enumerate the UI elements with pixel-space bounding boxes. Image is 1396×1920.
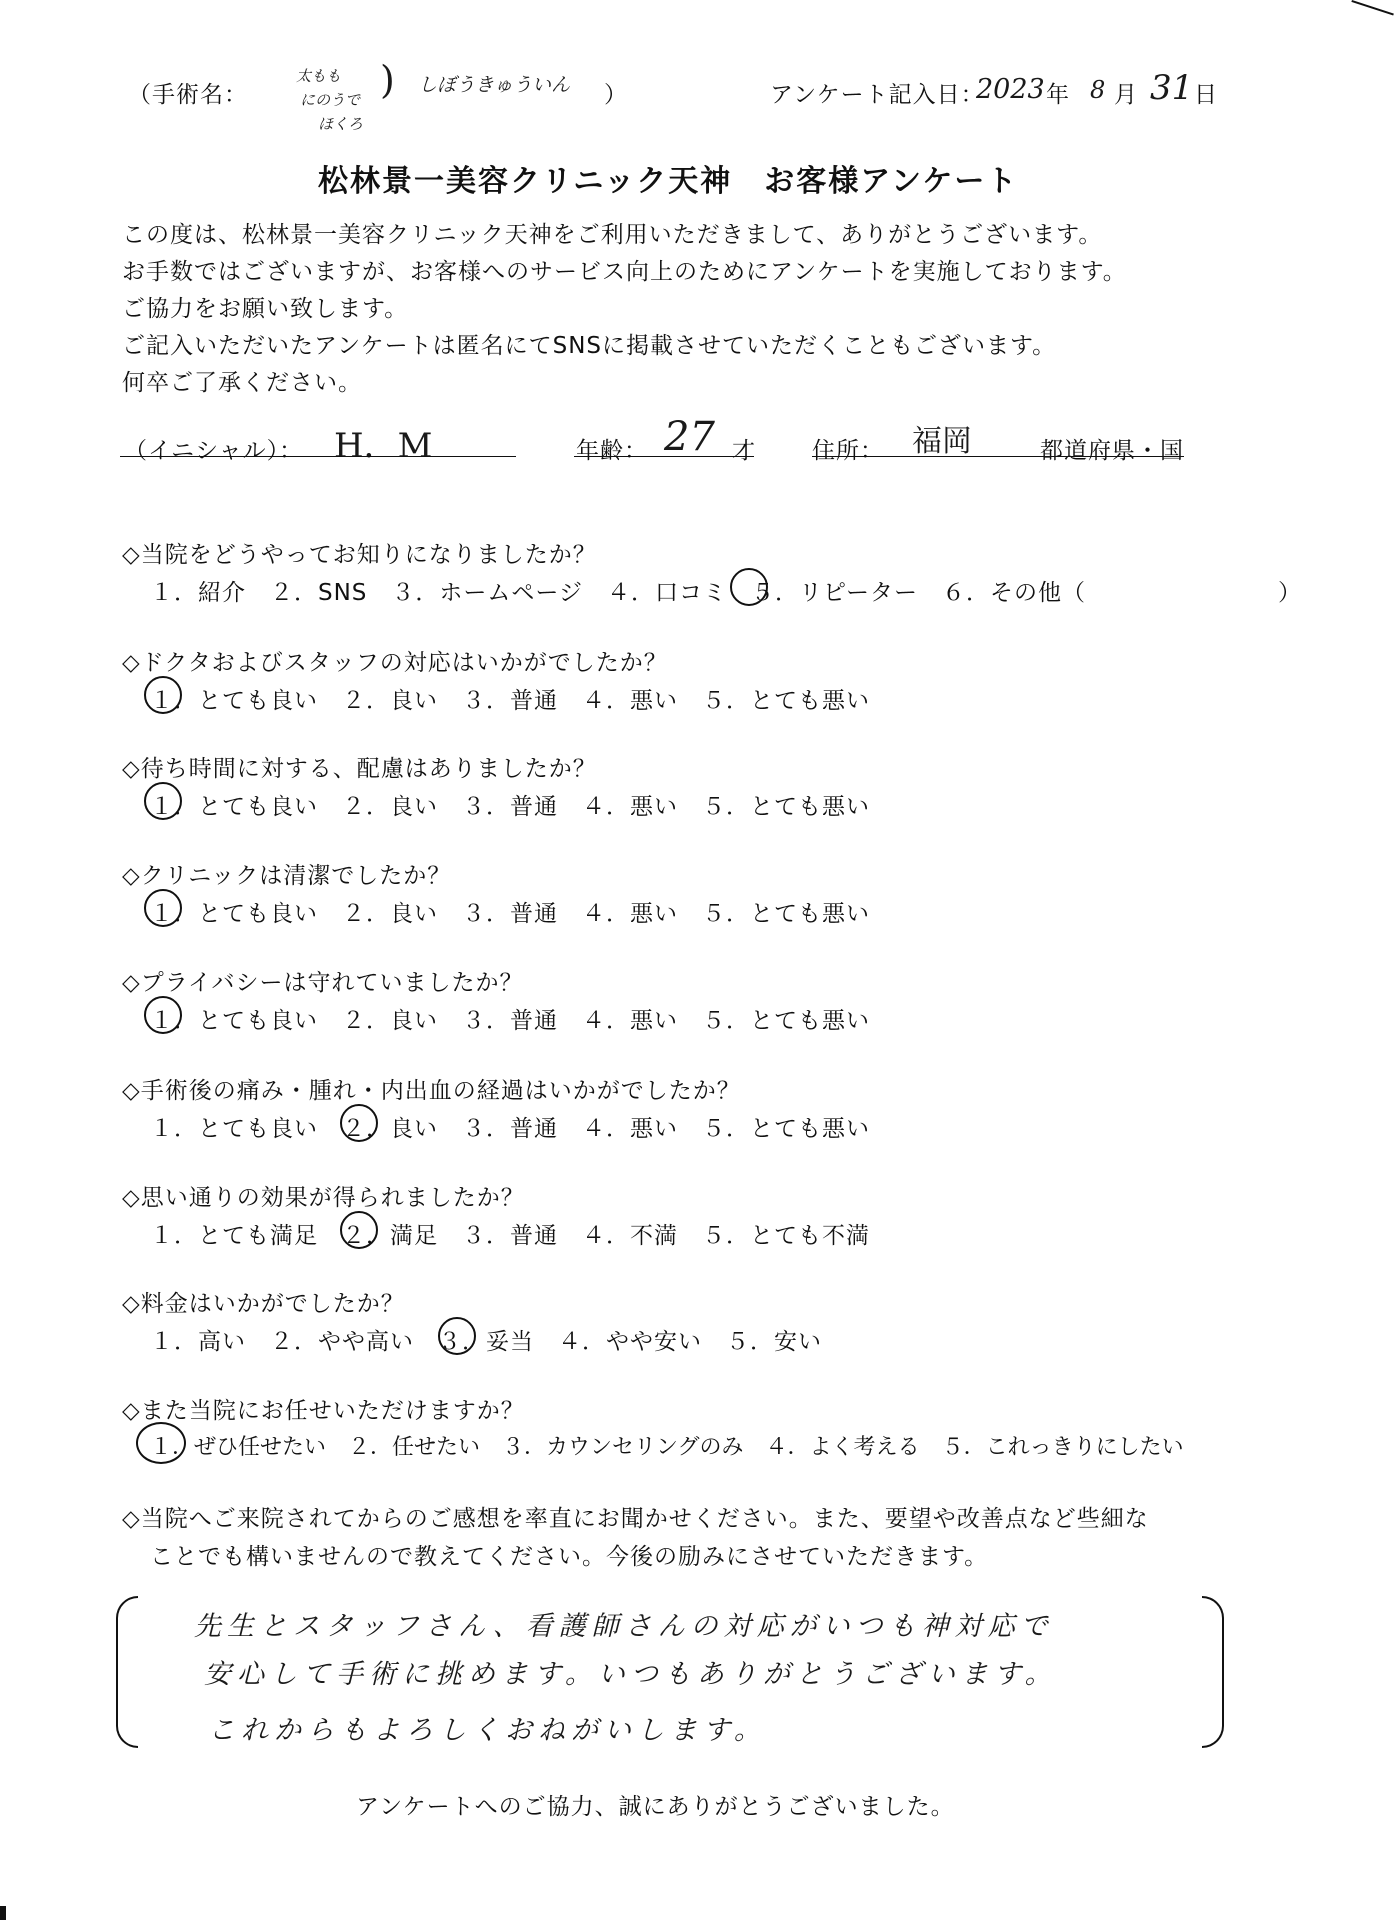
selected-mark-q8	[438, 1317, 476, 1355]
question-3: ◇待ち時間に対する、配慮はありましたか？	[122, 756, 597, 782]
selected-mark-q9	[136, 1422, 186, 1464]
survey-date-year: 2023	[976, 74, 1045, 105]
scan-corner-mark	[0, 1906, 6, 1920]
comment-bracket-left	[116, 1596, 138, 1748]
survey-date-label: アンケート記入日：	[770, 82, 985, 108]
age-underline	[574, 456, 754, 457]
feedback-prompt-1: ◇当院へご来院されてからのご感想を率直にお聞かせください。また、要望や改善点など些細な	[122, 1506, 1149, 1532]
question-9: ◇また当院にお任せいただけますか？	[122, 1398, 525, 1424]
options-8: １．高い ２．やや高い ３．妥当 ４．やや安い ５．安い	[150, 1329, 822, 1355]
initial-label: （イニシャル）：	[124, 438, 304, 464]
initial-value: H．M	[334, 426, 433, 466]
survey-date-year-unit: 年	[1046, 82, 1070, 108]
selected-mark-q3	[144, 782, 182, 820]
age-unit: 才	[732, 438, 756, 464]
question-2: ◇ドクタおよびスタッフの対応はいかがでしたか？	[122, 650, 668, 676]
address-label: 住所：	[812, 438, 884, 464]
question-6: ◇手術後の痛み・腫れ・内出血の経過はいかがでしたか？	[122, 1078, 741, 1104]
comment-line-2: 安心して手術に挑めます。いつもありがとうございます。	[204, 1659, 1058, 1690]
feedback-prompt-2: ことでも構いませんので教えてください。今後の励みにさせていただきます。	[150, 1544, 989, 1570]
options-5: １．とても良い ２．良い ３．普通 ４．悪い ５．とても悪い	[150, 1008, 870, 1034]
selected-mark-q2	[144, 676, 182, 714]
selected-mark-q6	[340, 1104, 378, 1142]
age-value: 27	[664, 414, 715, 460]
address-value: 福岡	[912, 424, 972, 459]
address-suffix: 都道府県・国	[1040, 438, 1184, 464]
procedure-handwritten-main: しぼうきゅういん	[418, 74, 571, 96]
survey-date-day: 31	[1150, 68, 1194, 108]
selected-mark-q5	[144, 996, 182, 1034]
survey-date-month-unit: 月	[1114, 82, 1138, 108]
procedure-handwritten-3: ほくろ	[318, 115, 364, 133]
intro-line-5: 何卒ご了承ください。	[122, 370, 362, 396]
scan-edge-mark	[1351, 0, 1393, 15]
options-6: １．とても良い ２．良い ３．普通 ４．悪い ５．とても悪い	[150, 1116, 870, 1142]
question-8: ◇料金はいかがでしたか？	[122, 1291, 405, 1317]
comment-line-3: これからもよろしくおねがいします。	[208, 1715, 767, 1746]
intro-line-3: ご協力をお願い致します。	[122, 296, 409, 322]
question-5: ◇プライバシーは守れていましたか？	[122, 970, 524, 996]
selected-mark-q7	[340, 1211, 378, 1249]
comment-bracket-right	[1202, 1596, 1224, 1748]
intro-line-1: この度は、松林景一美容クリニック天神をご利用いただきまして、ありがとうございます。	[122, 222, 1103, 248]
procedure-label: （手術名：	[128, 82, 248, 108]
procedure-handwritten-1: 太もも	[296, 67, 342, 85]
survey-title: 松林景一美容クリニック天神 お客様アンケート	[318, 164, 1019, 199]
age-label: 年齢：	[576, 438, 648, 464]
intro-line-4: ご記入いただいたアンケートは匿名にてSNSに掲載させていただくこともございます。	[122, 333, 1057, 359]
address-underline	[812, 456, 1184, 457]
procedure-handwritten-2: にのうで	[300, 91, 361, 109]
initial-underline	[120, 456, 516, 457]
options-3: １．とても良い ２．良い ３．普通 ４．悪い ５．とても悪い	[150, 794, 870, 820]
selected-mark-q1	[730, 568, 768, 606]
procedure-close: ）	[604, 82, 628, 108]
question-7: ◇思い通りの効果が得られましたか？	[122, 1185, 525, 1211]
survey-date-day-unit: 日	[1194, 82, 1218, 108]
question-4: ◇クリニックは清潔でしたか？	[122, 863, 452, 889]
footer-thanks: アンケートへのご協力、誠にありがとうございました。	[356, 1794, 955, 1820]
options-9: １．ぜひ任せたい ２．任せたい ３．カウンセリングのみ ４．よく考える ５．これっきりにしたい	[150, 1435, 1184, 1460]
options-7: １．とても満足 ２．満足 ３．普通 ４．不満 ５．とても不満	[150, 1223, 870, 1249]
question-1: ◇当院をどうやってお知りになりましたか？	[122, 542, 597, 568]
selected-mark-q4	[144, 889, 182, 927]
comment-line-1: 先生とスタッフさん、看護師さんの対応がいつも神対応で	[194, 1611, 1054, 1642]
survey-date-month: 8	[1090, 76, 1106, 104]
options-4: １．とても良い ２．良い ３．普通 ４．悪い ５．とても悪い	[150, 901, 870, 927]
options-2: １．とても良い ２．良い ３．普通 ４．悪い ５．とても悪い	[150, 688, 870, 714]
options-1: １．紹介 ２．SNS ３．ホームページ ４．口コミ ５．リピーター ６．その他（ ）	[150, 580, 1303, 606]
intro-line-2: お手数ではございますが、お客様へのサービス向上のためにアンケートを実施しております。	[122, 259, 1127, 285]
procedure-bracket: )	[380, 58, 395, 102]
